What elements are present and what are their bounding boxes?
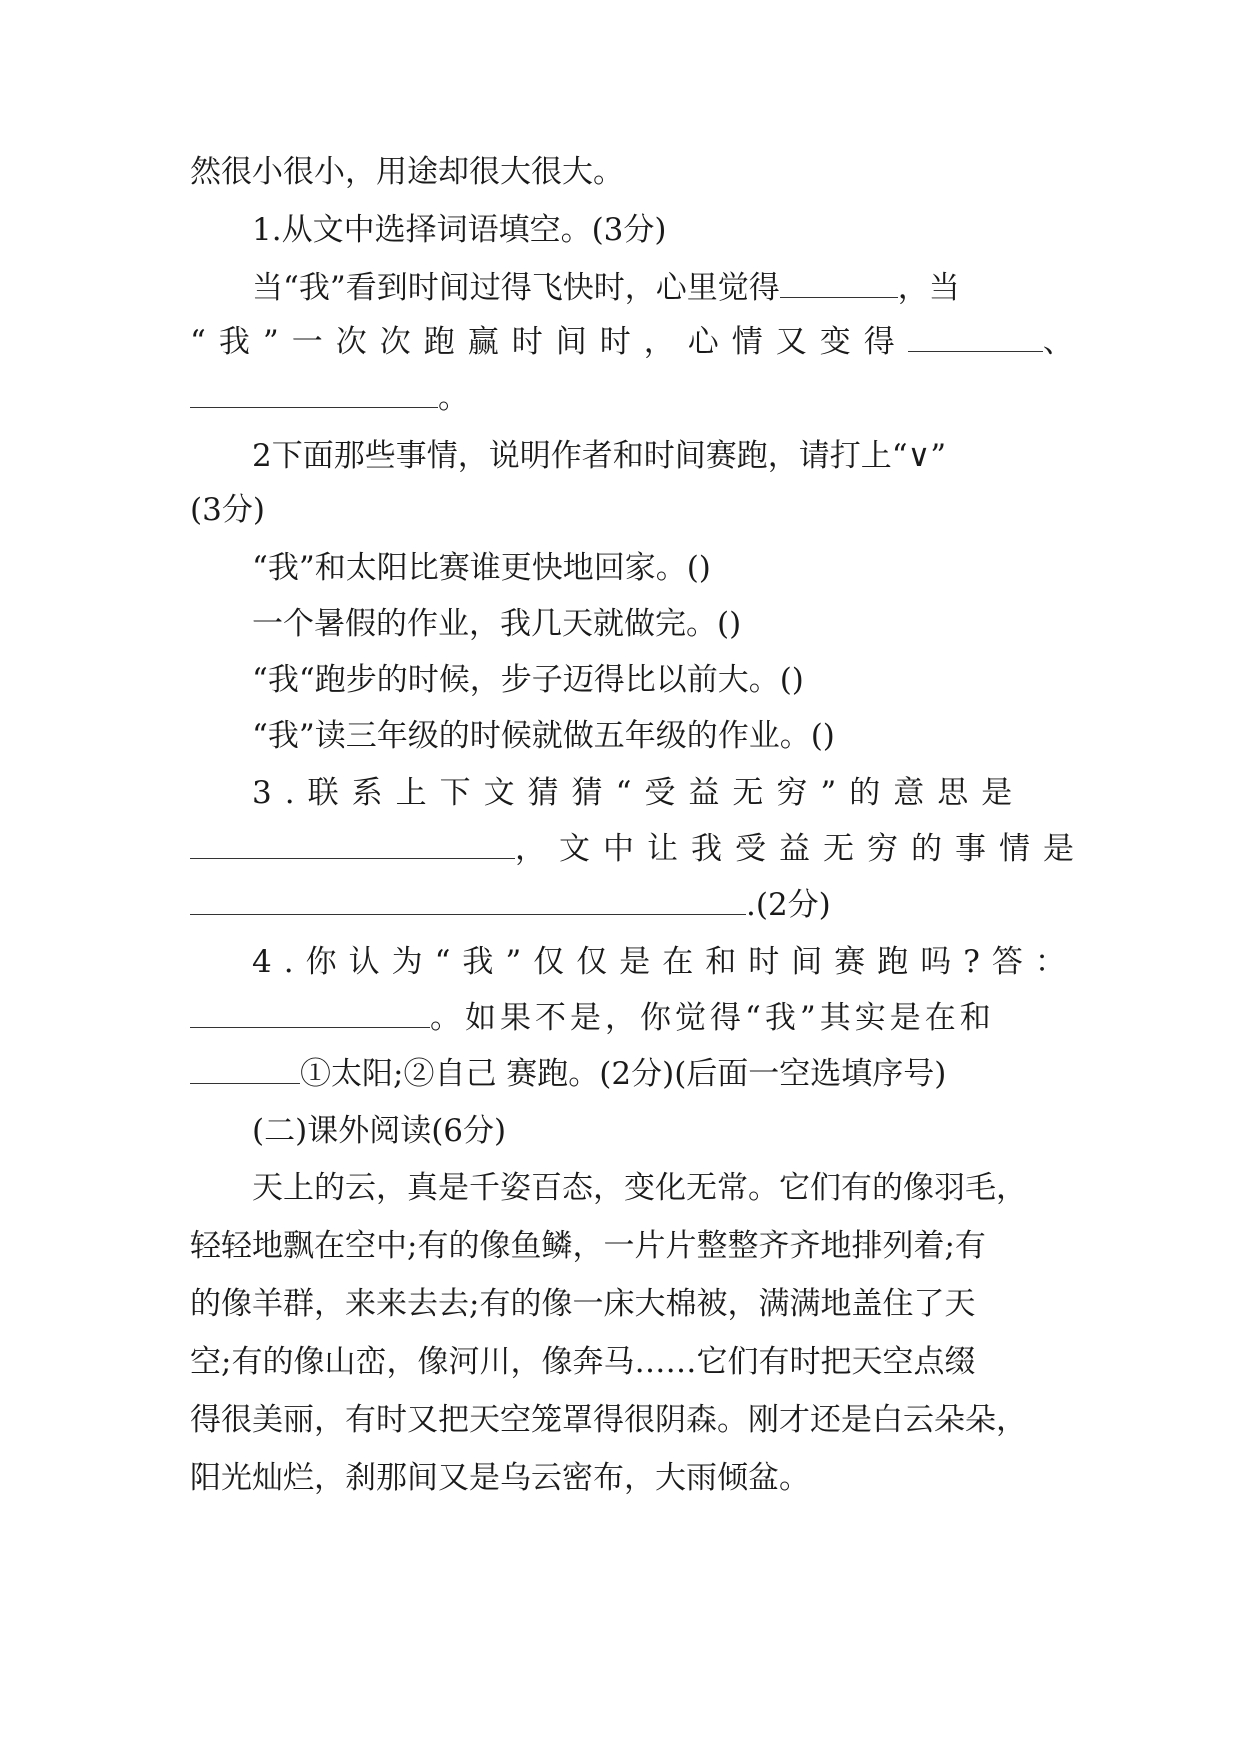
paragraph-line: 的像羊群，来来去去;有的像一床大棉被，满满地盖住了天 <box>190 1286 976 1322</box>
question-1-line-3 <box>190 378 1050 418</box>
answer-blank[interactable] <box>780 269 898 298</box>
section-title: (二)课外阅读(6分) <box>252 1113 507 1149</box>
question-2-option: “我“跑步的时候，步子迈得比以前大。() <box>252 662 804 698</box>
text-segment: ①太阳;②自己 赛跑。(2分)(后面一空选填序号) <box>300 1056 947 1092</box>
answer-blank[interactable] <box>190 999 430 1028</box>
text-segment: ，文中让我受益无穷的事情是 <box>515 831 1087 867</box>
question-3-line-1: 3.联系上下文猜猜“受益无穷”的意思是 <box>252 775 1026 811</box>
text-segment: ，当 <box>897 270 960 306</box>
question-1-title: 1.从文中选择词语填空。(3分) <box>252 212 667 248</box>
question-4-line-3 <box>190 1054 1050 1094</box>
paragraph-line: 天上的云，真是千姿百态，变化无常。它们有的像羽毛， <box>252 1170 1027 1206</box>
answer-blank[interactable] <box>190 886 746 915</box>
paragraph-line: 轻轻地飘在空中;有的像鱼鳞，一片片整整齐齐地排列着;有 <box>190 1228 986 1264</box>
paragraph-line: 得很美丽，有时又把天空笼罩得很阴森。刚才还是白云朵朵， <box>190 1402 1027 1438</box>
question-2-score: (3分) <box>190 492 265 528</box>
question-2-title: 2下面那些事情，说明作者和时间赛跑，请打上“∨” <box>252 438 947 474</box>
text-segment: 、 <box>1042 324 1087 360</box>
question-2-option: 一个暑假的作业，我几天就做完。() <box>252 606 742 642</box>
text-segment: 当“我”看到时间过得飞快时，心里觉得 <box>252 270 780 306</box>
answer-blank[interactable] <box>190 379 438 408</box>
text-line: 然很小很小，用途却很大很大。 <box>190 154 624 190</box>
question-1-line-1 <box>252 268 1050 308</box>
answer-blank[interactable] <box>190 1055 300 1084</box>
question-2-option: “我”和太阳比赛谁更快地回家。() <box>252 550 711 586</box>
answer-blank[interactable] <box>190 830 515 859</box>
paragraph-line: 空;有的像山峦，像河川，像奔马……它们有时把天空点缀 <box>190 1344 976 1380</box>
text-segment: “我”一次次跑赢时间时，心情又变得 <box>190 324 908 360</box>
text-segment: 。如果不是，你觉得“我”其实是在和 <box>430 1000 995 1036</box>
question-4-line-1: 4.你认为“我”仅仅是在和时间赛跑吗?答： <box>252 944 1078 980</box>
answer-blank[interactable] <box>908 323 1043 352</box>
text-segment: .(2分) <box>746 887 831 923</box>
question-2-option: “我”读三年级的时候就做五年级的作业。() <box>252 718 835 754</box>
question-4-line-2 <box>190 998 1050 1038</box>
text-segment: 。 <box>438 380 469 416</box>
question-3-line-2 <box>190 829 1087 869</box>
paragraph-line: 阳光灿烂，刹那间又是乌云密布，大雨倾盆。 <box>190 1460 810 1496</box>
question-1-line-2 <box>190 322 1087 362</box>
question-3-line-3 <box>190 885 1050 925</box>
